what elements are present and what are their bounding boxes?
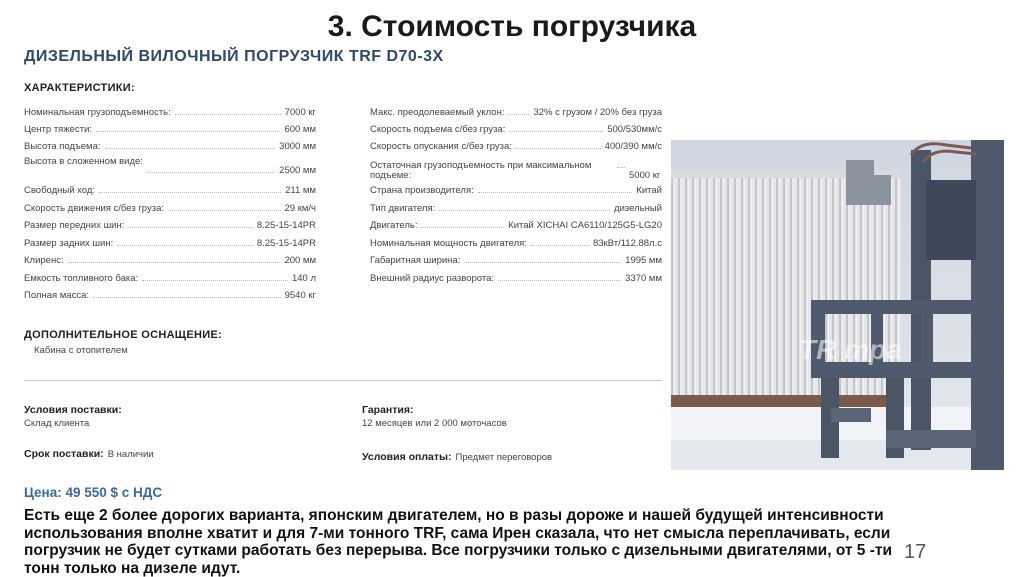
spec-label: Макс. преодолеваемый уклон: (370, 107, 505, 118)
divider (24, 380, 662, 381)
spec-row (24, 104, 316, 118)
spec-label: Двигатель: (370, 220, 418, 231)
payment-terms (362, 451, 552, 463)
spec-label: Номинальная мощность двигателя: (370, 238, 527, 249)
spec-value: 3000 мм (279, 141, 316, 152)
spec-row (370, 121, 662, 135)
spec-label: Свободный ход: (24, 185, 96, 196)
spec-label: Полная масса: (24, 290, 89, 301)
spec-row (370, 235, 662, 249)
spec-value: 211 мм (285, 185, 316, 196)
spec-row (370, 155, 662, 181)
spec-row (24, 270, 316, 284)
spec-value: 5000 кг (628, 170, 661, 181)
spec-label: Внешний радиус разворота: (370, 273, 495, 284)
delivery-label: Условия поставки: (24, 404, 122, 416)
spec-value: Китай (636, 185, 662, 196)
spec-label: Клиренс: (24, 255, 64, 266)
spec-row (24, 121, 316, 135)
spec-row (370, 200, 662, 214)
spec-label: Номинальная грузоподъемность: (24, 107, 171, 118)
spec-label: Скорость движения с/без груза: (24, 203, 164, 214)
spec-value: Китай XICHAI CA6110/125G5-LG20 (508, 220, 662, 231)
spec-value: 200 мм (284, 255, 316, 266)
spec-value: 600 мм (284, 124, 316, 135)
spec-row (24, 182, 316, 196)
spec-label: Центр тяжести: (24, 124, 93, 135)
spec-value: 1995 мм (625, 255, 662, 266)
photo-watermark: TR mpa (799, 334, 902, 365)
spec-value: 3370 мм (625, 273, 662, 284)
spec-row (24, 252, 316, 266)
spec-row (24, 235, 316, 249)
term-value: В наличии (107, 449, 154, 460)
spec-label: Размер задних шин: (24, 238, 114, 249)
equipment-item: Кабина с отопителем (34, 345, 128, 356)
spec-label: Скорость опускания с/без груза: (370, 141, 512, 152)
delivery-value: Склад клиента (24, 418, 90, 429)
spec-value: 500/530мм/с (607, 124, 662, 135)
spec-value: 83кВт/112.88л.с (592, 238, 662, 249)
spec-row (370, 217, 662, 231)
spec-row (24, 156, 316, 176)
spec-value: 8.25-15-14PR (256, 238, 316, 249)
spec-value: 7000 кг (284, 107, 316, 118)
spec-label: Тип двигателя: (370, 203, 436, 214)
spec-label: Емкость топливного бака: (24, 273, 139, 284)
product-title: ДИЗЕЛЬНЫЙ ВИЛОЧНЫЙ ПОГРУЗЧИК TRF D70-3X (24, 48, 444, 65)
body-text: Есть еще 2 более дорогих варианта, японским двигателем, но в разы дороже и нашей будущей интенсивности использования вполне хватит и для 7-ми тонного TRF, сама Ирен сказала, что нет смысла переплачивать, если погрузчик не будет сутками работать без перерыва. Все погрузчики только с дизельными двигателями, от 5 -ти тонн только на дизеле идут. (24, 507, 893, 577)
warranty-value: 12 месяцев или 2 000 моточасов (362, 418, 507, 429)
spec-row (24, 200, 316, 214)
warranty-label: Гарантия: (362, 404, 414, 416)
spec-row (24, 217, 316, 231)
spec-label: Габаритная ширина: (370, 255, 461, 266)
spec-label: Размер передних шин: (24, 220, 125, 231)
spec-value: 140 л (291, 273, 316, 284)
spec-value: 32% с грузом / 20% без груза (533, 107, 662, 118)
spec-row (370, 270, 662, 284)
spec-value: 8.25-15-14PR (256, 220, 316, 231)
equipment-heading: ДОПОЛНИТЕЛЬНОЕ ОСНАЩЕНИЕ: (24, 329, 223, 341)
slide-title: 3. Стоимость погрузчика (327, 10, 697, 43)
spec-row (24, 138, 316, 152)
spec-value: 9540 кг (284, 290, 316, 301)
spec-label: Высота подъема: (24, 141, 101, 152)
spec-value: 2500 мм (279, 165, 316, 176)
spec-value: дизельный (614, 203, 662, 214)
spec-label: Остаточная грузоподъемность при максимальном подъеме: (370, 160, 592, 181)
spec-row (370, 104, 662, 118)
specs-heading: ХАРАКТЕРИСТИКИ: (24, 82, 135, 94)
payment-label: Условия оплаты: (362, 451, 452, 463)
spec-label: Скорость подъема с/без груза: (370, 124, 506, 135)
page-number: 17 (904, 541, 927, 563)
spec-label: Высота в сложенном виде: (24, 156, 143, 167)
spec-row (370, 182, 662, 196)
delivery-term (24, 448, 154, 460)
spec-value: 400/390 мм/с (604, 141, 662, 152)
spec-row (24, 287, 316, 301)
forklift-photo (671, 140, 1004, 470)
payment-value: Предмет переговоров (455, 452, 553, 463)
price: Цена: 49 550 $ с НДС (24, 485, 163, 500)
spec-label: Страна производителя: (370, 185, 474, 196)
spec-row (370, 138, 662, 152)
spec-row (370, 252, 662, 266)
term-label: Срок поставки: (24, 448, 104, 460)
spec-value: 29 км/ч (284, 203, 316, 214)
